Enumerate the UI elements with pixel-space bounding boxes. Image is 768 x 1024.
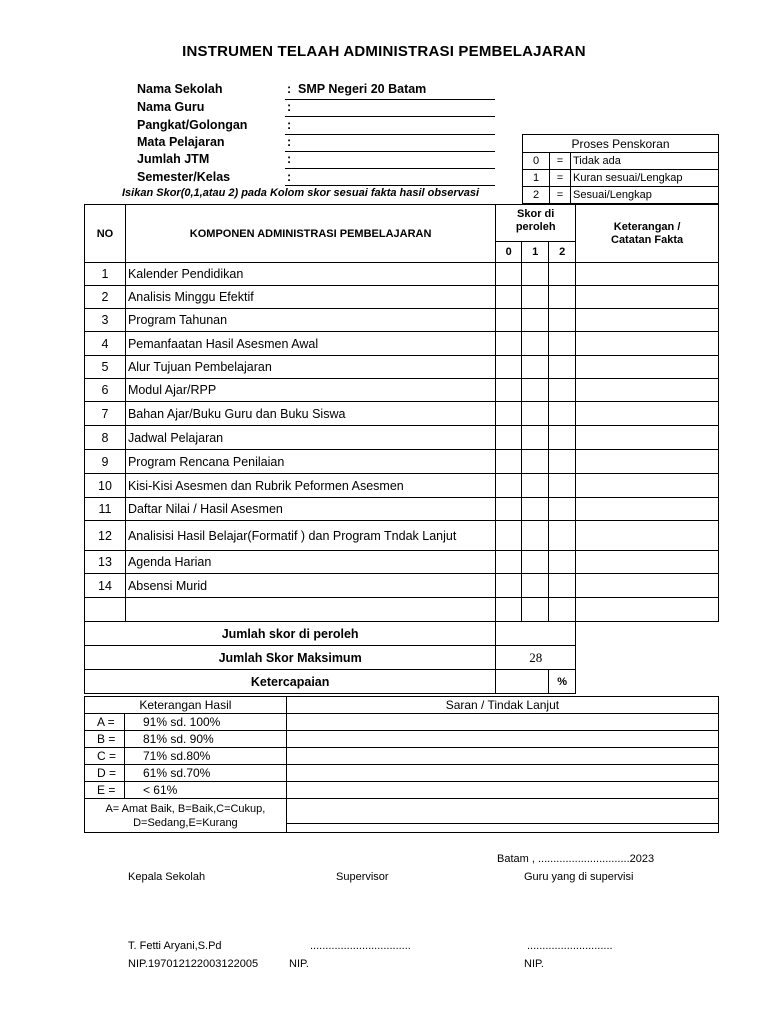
note-cell[interactable] [576,521,719,551]
score-cell-2[interactable] [549,521,576,551]
equals-sign: = [550,187,571,204]
colon: : [287,170,292,184]
score-cell-2[interactable] [549,356,576,379]
table-row [85,402,719,426]
score-header-line: Skor di [517,208,555,220]
score-cell-0[interactable] [496,332,522,356]
result-table [84,696,719,833]
label-nama-sekolah: Nama Sekolah [137,82,223,96]
field-underline [285,116,495,117]
component-name: Program Rencana Penilaian [125,450,495,474]
note-cell[interactable] [576,332,719,356]
field-nama-sekolah[interactable]: SMP Negeri 20 Batam [298,82,427,96]
field-underline [285,168,495,169]
assessment-table [84,204,719,694]
total-score-row [85,622,719,646]
score-cell-1[interactable] [522,402,549,426]
field-underline [285,151,495,152]
row-number: 5 [85,356,126,379]
table-row [85,574,719,598]
component-name: Alur Tujuan Pembelajaran [125,356,495,379]
component-name: Analisis Minggu Efektif [125,286,495,309]
score-cell-1[interactable] [522,426,549,450]
teacher-name: ............................ [527,940,613,952]
score-cell-1[interactable] [522,551,549,574]
score-cell-1[interactable] [522,598,549,622]
blank-cell [576,670,719,694]
table-row [85,379,719,402]
score-cell-0[interactable] [496,426,522,450]
field-underline [285,185,495,186]
row-number: 7 [85,402,126,426]
instruction-note: Isikan Skor(0,1,atau 2) pada Kolom skor sesuai fakta hasil observasi [122,187,480,199]
score-cell-2[interactable] [549,379,576,402]
place-date: Batam , ..............................2023 [497,853,655,865]
grade-range: 71% sd.80% [124,748,286,765]
component-name: Pemanfaatan Hasil Asesmen Awal [125,332,495,356]
note-cell[interactable] [576,379,719,402]
component-name: Analisisi Hasil Belajar(Formatif ) dan Program Tndak Lanjut [125,521,495,551]
colon: : [287,100,292,114]
grade-range: < 61% [124,782,286,799]
score-cell-0[interactable] [496,263,522,286]
score-cell-1[interactable] [522,309,549,332]
equals-sign: = [550,170,571,187]
label-semester-kelas: Semester/Kelas [137,170,231,184]
note-cell[interactable] [576,598,719,622]
component-name: Bahan Ajar/Buku Guru dan Buku Siswa [125,402,495,426]
recommendation-subline[interactable] [287,807,718,824]
grade-label: D = [85,765,125,782]
score-cell-0[interactable] [496,521,522,551]
recommendation-line[interactable] [286,799,718,833]
score-cell-2[interactable] [549,474,576,498]
blank-cell [576,622,719,646]
table-row [85,426,719,450]
score-cell-0[interactable] [496,309,522,332]
note-cell[interactable] [576,574,719,598]
colon: : [287,82,292,96]
score-cell-2[interactable] [549,574,576,598]
max-score-label: Jumlah Skor Maksimum [85,646,496,670]
label-mata-pelajaran: Mata Pelajaran [137,135,225,149]
note-cell[interactable] [576,498,719,521]
score-value: 1 [523,170,550,187]
grade-range: 61% sd.70% [124,765,286,782]
score-level-2: 2 [549,242,576,263]
column-header-component: KOMPONEN ADMINISTRASI PEMBELAJARAN [125,205,495,263]
colon: : [287,118,292,132]
table-row [85,356,719,379]
score-cell-2[interactable] [549,286,576,309]
row-number: 10 [85,474,126,498]
row-number: 14 [85,574,126,598]
scoring-row [523,153,719,170]
row-number: 12 [85,521,126,551]
score-cell-1[interactable] [522,356,549,379]
component-name: Program Tahunan [125,309,495,332]
table-row [85,332,719,356]
score-cell-0[interactable] [496,356,522,379]
grade-legend-line: A= Amat Baik, B=Baik,C=Cukup, [105,802,266,815]
row-number: 1 [85,263,126,286]
grade-label: C = [85,748,125,765]
score-cell-1[interactable] [522,286,549,309]
score-cell-0[interactable] [496,286,522,309]
score-level-0: 0 [496,242,522,263]
total-score-value[interactable] [496,622,576,646]
recommendation-line[interactable] [286,765,718,782]
headmaster-nip: NIP.197012122003122005 [128,958,259,970]
note-cell[interactable] [576,426,719,450]
supervisor-name: ................................. [310,940,411,952]
row-number: 9 [85,450,126,474]
grade-label: B = [85,731,125,748]
field-underline [285,134,495,135]
note-cell[interactable] [576,263,719,286]
empty-cell [85,598,126,622]
component-name: Daftar Nilai / Hasil Asesmen [125,498,495,521]
field-underline [285,99,495,100]
score-cell-0[interactable] [496,402,522,426]
headmaster-name: T. Fetti Aryani,S.Pd [128,940,222,952]
column-header-no: NO [85,205,126,263]
grade-range: 91% sd. 100% [124,714,286,731]
row-number: 11 [85,498,126,521]
grade-label: E = [85,782,125,799]
score-cell-1[interactable] [522,574,549,598]
note-cell[interactable] [576,402,719,426]
note-cell[interactable] [576,450,719,474]
table-row [85,521,719,551]
note-cell[interactable] [576,286,719,309]
component-name: Agenda Harian [125,551,495,574]
score-cell-2[interactable] [549,498,576,521]
note-cell[interactable] [576,474,719,498]
supervisor-nip: NIP. [289,958,309,970]
grade-label: A = [85,714,125,731]
score-cell-0[interactable] [496,379,522,402]
label-pangkat-golongan: Pangkat/Golongan [137,118,248,132]
table-row [85,263,719,286]
achievement-row [85,670,719,694]
note-cell[interactable] [576,356,719,379]
table-row [85,450,719,474]
colon: : [287,135,292,149]
grade-legend [85,799,287,833]
row-number: 8 [85,426,126,450]
score-cell-0[interactable] [496,450,522,474]
score-cell-2[interactable] [549,263,576,286]
blank-cell [576,646,719,670]
note-header-line: Catatan Fakta [611,233,684,246]
score-description: Tidak ada [571,153,719,170]
column-header-score [496,205,576,242]
score-description: Kuran sesuai/Lengkap [571,170,719,187]
label-nama-guru: Nama Guru [137,100,205,114]
achievement-value[interactable] [496,670,549,694]
achievement-label: Ketercapaian [85,670,496,694]
score-cell-2[interactable] [549,426,576,450]
percent-sign: % [549,670,576,694]
score-cell-2[interactable] [549,450,576,474]
role-supervisor: Supervisor [336,871,389,883]
role-teacher: Guru yang di supervisi [524,871,634,883]
recommendation-line[interactable] [286,714,718,731]
teacher-nip: NIP. [524,958,544,970]
score-level-1: 1 [522,242,549,263]
score-cell-1[interactable] [522,379,549,402]
score-cell-1[interactable] [522,450,549,474]
component-name: Absensi Murid [125,574,495,598]
score-cell-1[interactable] [522,521,549,551]
recommendation-line[interactable] [286,748,718,765]
total-score-label: Jumlah skor di peroleh [85,622,496,646]
table-row [85,498,719,521]
row-number: 6 [85,379,126,402]
component-name: Kalender Pendidikan [125,263,495,286]
score-value: 2 [523,187,550,204]
score-cell-2[interactable] [549,402,576,426]
score-cell-2[interactable] [549,551,576,574]
role-headmaster: Kepala Sekolah [128,871,206,883]
score-cell-1[interactable] [522,474,549,498]
note-cell[interactable] [576,309,719,332]
table-row [85,551,719,574]
score-value: 0 [523,153,550,170]
note-cell[interactable] [576,551,719,574]
component-name: Modul Ajar/RPP [125,379,495,402]
scoring-row [523,187,719,204]
empty-cell [125,598,495,622]
score-cell-1[interactable] [522,498,549,521]
score-cell-0[interactable] [496,498,522,521]
row-number: 3 [85,309,126,332]
label-jumlah-jtm: Jumlah JTM [137,152,210,166]
score-description: Sesuai/Lengkap [571,187,719,204]
scoring-legend-table [522,134,719,204]
table-row [85,286,719,309]
equals-sign: = [550,153,571,170]
max-score-row [85,646,719,670]
row-number: 13 [85,551,126,574]
row-number: 4 [85,332,126,356]
page-title: INSTRUMEN TELAAH ADMINISTRASI PEMBELAJARAN [182,43,586,60]
score-cell-0[interactable] [496,598,522,622]
grade-legend-line: D=Sedang,E=Kurang [133,816,238,829]
component-name: Jadwal Pelajaran [125,426,495,450]
score-cell-2[interactable] [549,598,576,622]
recommendation-line[interactable] [286,782,718,799]
score-cell-0[interactable] [496,574,522,598]
colon: : [287,152,292,166]
component-name: Kisi-Kisi Asesmen dan Rubrik Peformen Asesmen [125,474,495,498]
score-cell-1[interactable] [522,332,549,356]
recommendation-line[interactable] [286,731,718,748]
score-cell-2[interactable] [549,309,576,332]
recommendation-header: Saran / Tindak Lanjut [286,697,718,714]
table-row-empty [85,598,719,622]
table-row [85,309,719,332]
note-header-line: Keterangan / [613,220,681,233]
score-cell-1[interactable] [522,263,549,286]
score-cell-2[interactable] [549,332,576,356]
score-cell-0[interactable] [496,474,522,498]
grade-range: 81% sd. 90% [124,731,286,748]
table-row [85,474,719,498]
column-header-note [576,205,719,263]
scoring-row [523,170,719,187]
row-number: 2 [85,286,126,309]
scoring-legend-title: Proses Penskoran [523,135,719,153]
max-score-value: 28 [496,646,576,670]
result-header: Keterangan Hasil [85,697,287,714]
score-cell-0[interactable] [496,551,522,574]
score-header-line: peroleh [515,221,556,233]
